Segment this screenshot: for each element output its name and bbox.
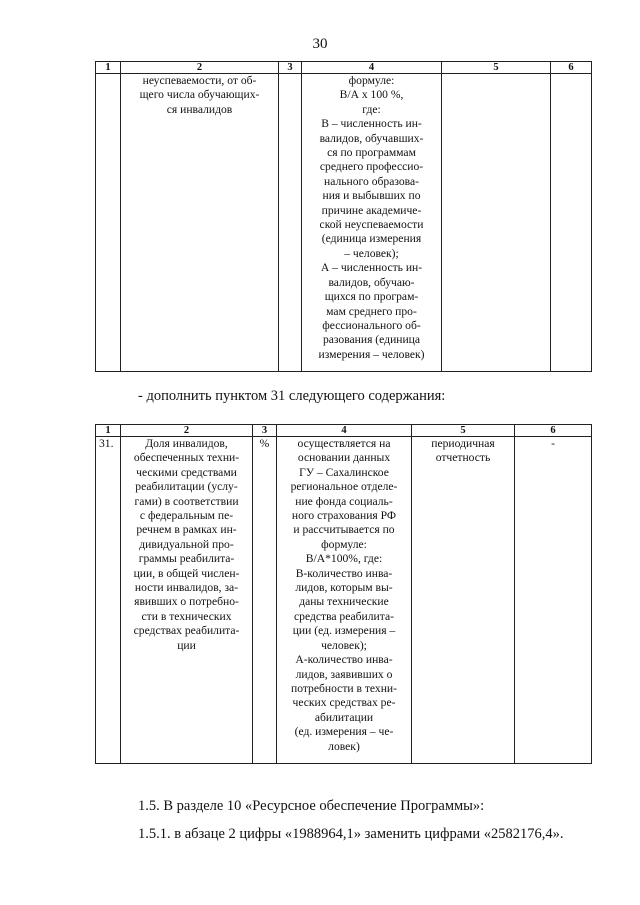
header-cell: 2 — [121, 62, 279, 74]
note-cell: - — [515, 437, 592, 764]
page-number: 30 — [312, 36, 328, 52]
cell-line: (ед. измерения – че- — [294, 725, 394, 739]
cell-line: валидов, обучаю- — [328, 275, 415, 289]
source-cell — [412, 437, 515, 764]
instruction-add-item: - дополнить пунктом 31 следующего содержания: — [138, 388, 446, 404]
cell-line: щихся по програм- — [324, 290, 419, 304]
header-cell: 6 — [551, 62, 592, 74]
note-cell — [551, 74, 592, 372]
cell-line: – человек); — [344, 246, 399, 260]
cell-line: лидов, которым вы- — [295, 581, 393, 595]
cell-line: В/А х 100 %, — [339, 88, 404, 102]
cell-line: (единица измерения — [321, 232, 422, 246]
cell-line: В/А*100%, где: — [305, 552, 383, 566]
table-header-row — [96, 425, 592, 437]
cell-line: ческих средствах ре- — [292, 696, 396, 710]
cell-line: неуспеваемости, от об- — [142, 74, 257, 87]
method-cell — [277, 437, 412, 764]
cell-line: ции — [177, 638, 196, 652]
header-cell: 3 — [253, 425, 277, 437]
cell-line: мам среднего про- — [326, 304, 417, 318]
cell-line: А-количество инва- — [295, 653, 393, 667]
instruction-section-10: 1.5. В разделе 10 «Ресурсное обеспечение Программы»: — [138, 798, 485, 814]
cell-line: формуле: — [321, 537, 367, 551]
table-row — [96, 437, 592, 764]
header-cell: 4 — [277, 425, 412, 437]
cell-line: осуществляется на — [297, 437, 391, 450]
cell-line: ности инвалидов, за- — [134, 581, 239, 595]
cell-line: обеспеченных техни- — [133, 451, 240, 465]
cell-line: средствах реабилита- — [133, 624, 240, 638]
source-cell — [442, 74, 551, 372]
number-cell — [96, 74, 121, 372]
cell-line: даны технические — [299, 595, 389, 609]
cell-line: формуле: — [348, 74, 395, 87]
cell-line: абилитации — [314, 710, 374, 724]
cell-line: разования (единица — [322, 333, 421, 347]
cell-line: ской неуспеваемости — [319, 218, 424, 232]
cell-line: речнем в рамках ин- — [136, 523, 237, 537]
instruction-paragraph-2: 1.5.1. в абзаце 2 цифры «1988964,1» заменить цифрами «2582176,4». — [138, 826, 564, 842]
header-cell: 1 — [96, 425, 121, 437]
cell-line: средства реабилита- — [294, 609, 394, 623]
cell-line: ческими средствами — [136, 465, 237, 479]
cell-line: отчетность — [435, 451, 491, 465]
header-cell: 2 — [121, 425, 253, 437]
header-cell: 1 — [96, 62, 121, 74]
cell-line: периодичная — [431, 437, 495, 450]
cell-line: нального образова- — [324, 174, 419, 188]
cell-line: человек); — [321, 638, 367, 652]
cell-line: ГУ – Сахалинское — [299, 465, 389, 479]
cell-line: среднего профессио- — [319, 160, 424, 174]
cell-line: граммы реабилита- — [138, 552, 235, 566]
cell-line: ного страхования РФ — [291, 509, 397, 523]
cell-line: ся по программам — [327, 146, 416, 160]
indicator-name-cell — [121, 74, 279, 372]
table-header-row — [96, 62, 592, 74]
cell-line: В – численность ин- — [321, 117, 422, 131]
indicator-table-item-31 — [95, 424, 592, 764]
cell-line: дивидуальной про- — [139, 537, 234, 551]
method-cell — [302, 74, 442, 372]
header-cell: 5 — [442, 62, 551, 74]
cell-line: фессионального об- — [322, 318, 421, 332]
number-cell: 31. — [96, 437, 121, 764]
cell-line: лидов, заявивших о — [295, 667, 393, 681]
header-cell: 4 — [302, 62, 442, 74]
cell-line: региональное отделе- — [290, 480, 398, 494]
cell-line: измерения – человек) — [318, 347, 425, 361]
header-cell: 6 — [515, 425, 592, 437]
indicator-name-cell — [121, 437, 253, 764]
cell-line: и рассчитывается по — [293, 523, 395, 537]
cell-line: основании данных — [297, 451, 391, 465]
cell-line: ние фонда социаль- — [295, 494, 393, 508]
cell-line: щего числа обучающих- — [139, 88, 260, 102]
indicator-table-continued — [95, 61, 592, 372]
cell-line: явивших о потребно- — [134, 595, 239, 609]
cell-line: гами) в соответствии — [134, 494, 239, 508]
table-row — [96, 74, 592, 372]
cell-line: ции (ед. измерения – — [292, 624, 396, 638]
cell-line: ции, в общей числен- — [133, 566, 240, 580]
header-cell: 5 — [412, 425, 515, 437]
cell-line: ния и выбывших по — [322, 189, 421, 203]
cell-line: где: — [362, 102, 381, 116]
cell-line: сти в технических — [141, 609, 232, 623]
cell-line: реабилитации (услу- — [135, 480, 238, 494]
cell-line: ся инвалидов — [166, 102, 233, 116]
cell-line: ловек) — [328, 739, 360, 753]
cell-line: валидов, обучавших- — [319, 131, 424, 145]
cell-line: потребности в техни- — [290, 681, 397, 695]
unit-cell — [279, 74, 302, 372]
unit-cell: % — [253, 437, 277, 764]
cell-line: причине академиче- — [321, 203, 422, 217]
cell-line: В-количество инва- — [295, 566, 393, 580]
cell-line: Доля инвалидов, — [145, 437, 228, 450]
header-cell: 3 — [279, 62, 302, 74]
cell-line: А – численность ин- — [320, 261, 423, 275]
cell-line: с федеральным пе- — [139, 509, 234, 523]
